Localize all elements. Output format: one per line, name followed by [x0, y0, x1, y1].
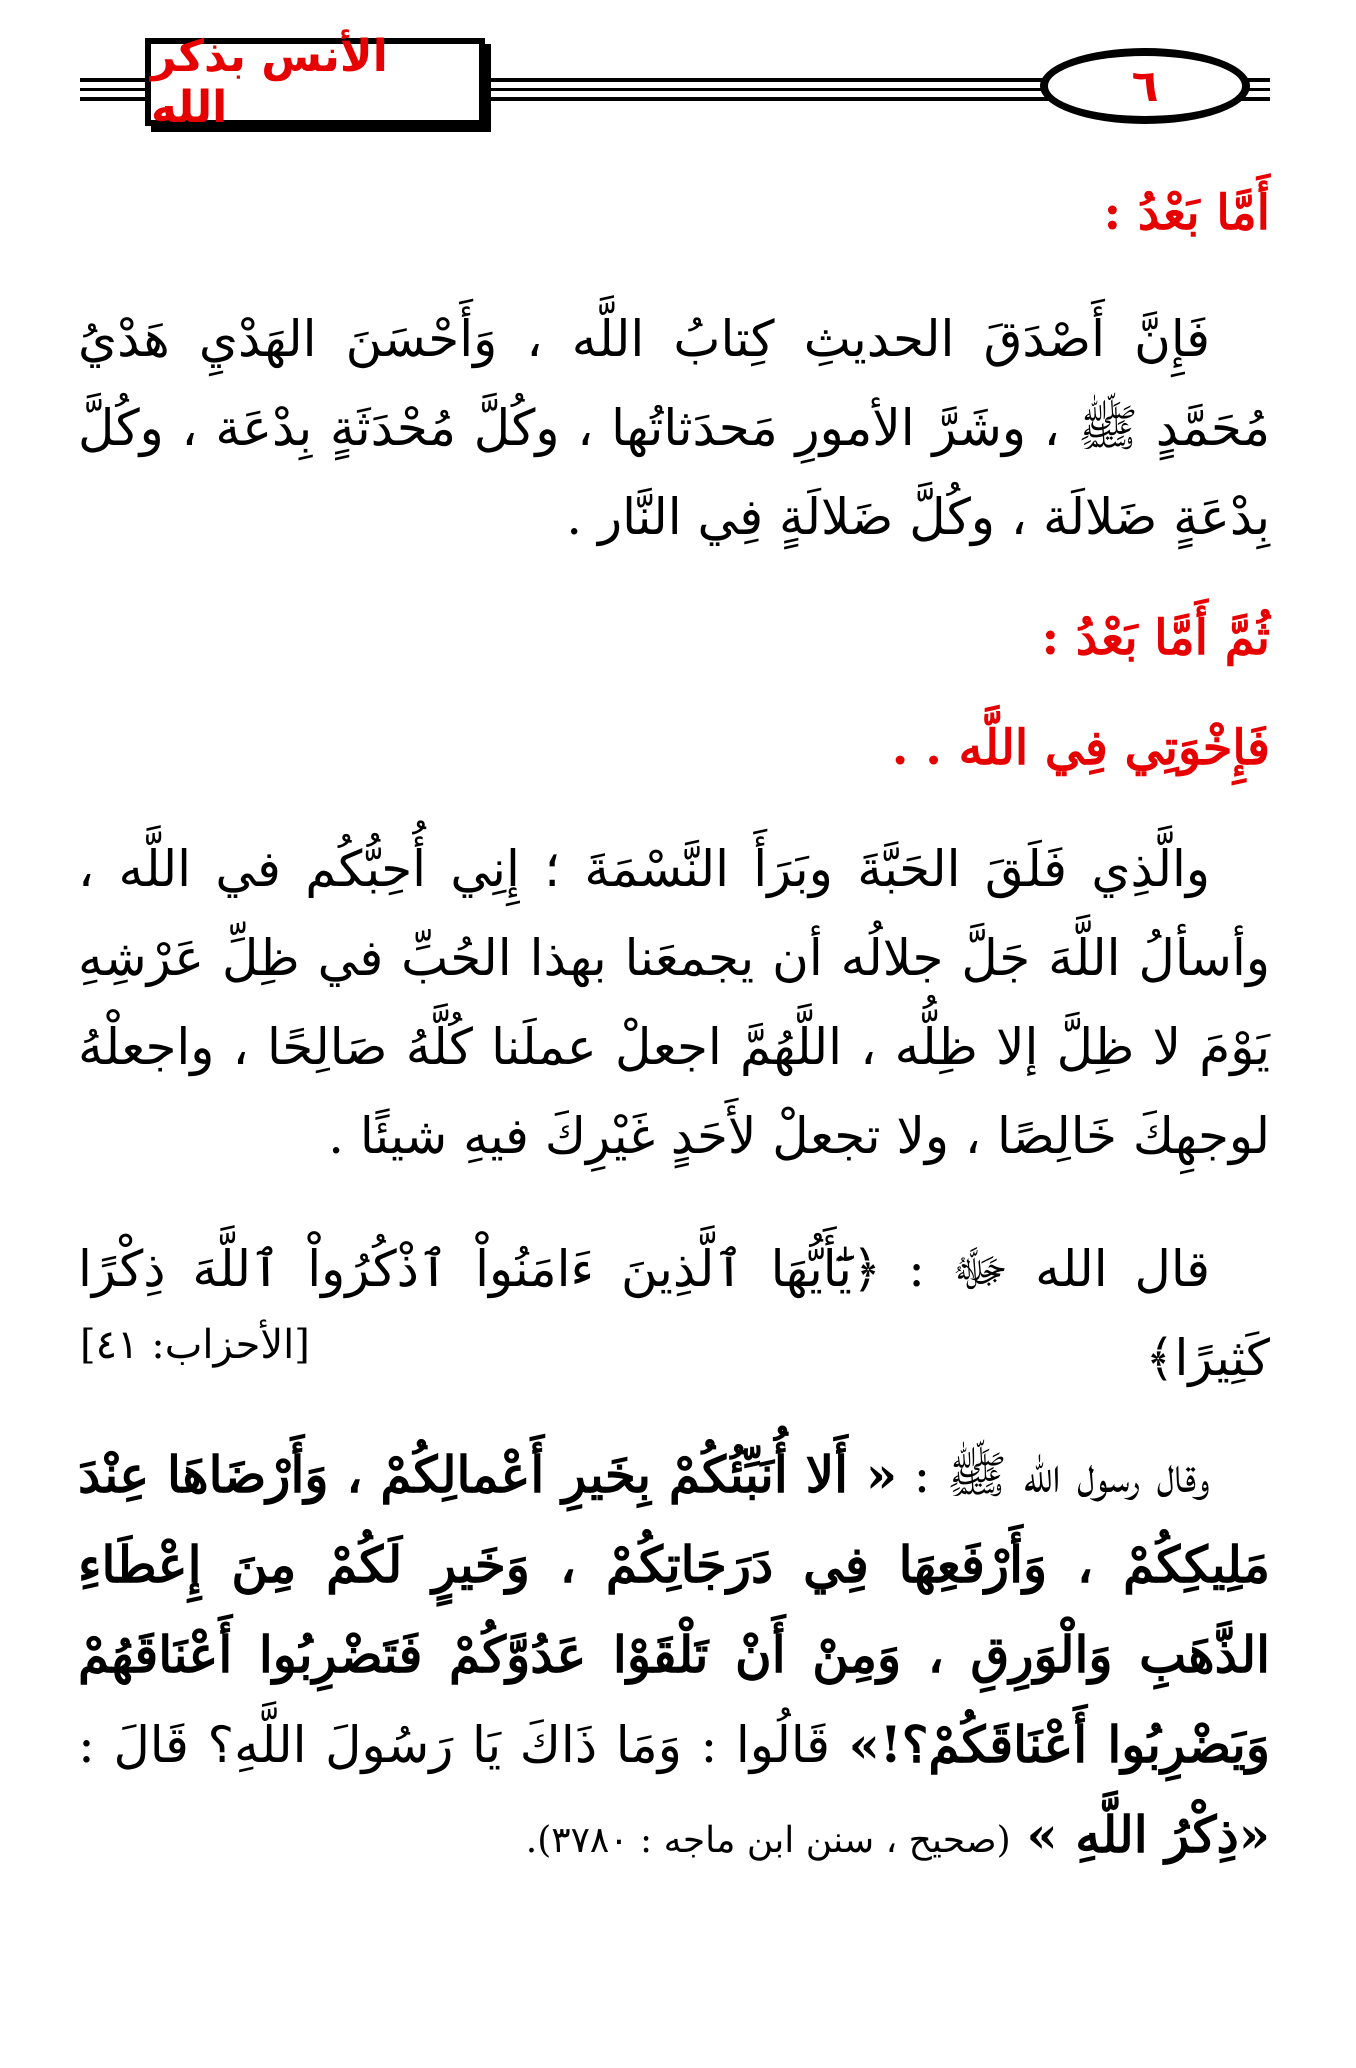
- page-number: ٦: [1131, 60, 1159, 112]
- book-title: الأنس بذكر الله: [151, 31, 388, 133]
- hadith-answer: «ذِكْرُ اللَّهِ »: [1026, 1805, 1270, 1864]
- quran-quote: [78, 1225, 1270, 1403]
- page-header: [80, 30, 1270, 140]
- quran-verse: ﴿يَٰٓأَيُّهَا ٱلَّذِينَ ءَامَنُواْ ٱذْكُرُواْ ٱللَّهَ ذِكْرًا كَثِيرًا﴾: [78, 1240, 1270, 1387]
- paragraph-love: [78, 825, 1270, 1181]
- paragraph-intro: [78, 295, 1270, 562]
- heading-amma-baad: أَمَّا بَعْدُ :: [1103, 185, 1270, 241]
- heading-thumma-amma-baad: ثُمَّ أَمَّا بَعْدُ :: [1041, 610, 1270, 666]
- heading-ikhwati: فَإِخْوَتِي فِي اللَّه . .: [891, 720, 1270, 776]
- hadith-block: [78, 1430, 1270, 1885]
- hadith-intro: وقال رسول الله ﷺ :: [913, 1446, 1210, 1504]
- hadith-question: قَالُوا : وَمَا ذَاكَ يَا رَسُولَ اللَّهِ؟ قَالَ :: [78, 1716, 831, 1774]
- paragraph-love-text: والَّذِي فَلَقَ الحَبَّةَ وبَرَأَ النَّسْمَةَ ؛ إِنِي أُحِبُّكُم في اللَّه ، وأسألُ اللَّهَ جَلَّ جلالُه أن يجمعَنا بهذا الحُبِّ في ظِلِّ عَرْشِهِ يَوْمَ لا ظِلَّ إلا ظِلُّه ، اللَّهُمَّ اجعلْ عملَنا كُلَّهُ صَالِحًا ، واجعلْهُ لوجهِكَ خَالِصًا ، ولا تجعلْ لأَحَدٍ غَيْرِكَ فيهِ شيئًا .: [78, 840, 1270, 1165]
- book-title-box: [145, 31, 485, 133]
- quran-reference: [الأحزاب: ٤١]: [80, 1322, 310, 1368]
- hadith-source: (صحيح ، سنن ابن ماجه : ٣٧٨٠).: [525, 1820, 1011, 1861]
- page-number-oval: [1040, 48, 1250, 124]
- hadith-text-bold: « أَلا أُنَبِّئُكُمْ بِخَيرِ أَعْمالِكُمْ ، وَأَرْضَاهَا عِنْدَ مَلِيكِكُمْ ، وَأَرْفَعِهَا فِي دَرَجَاتِكُمْ ، وَخَيرٍ لَكُمْ مِنَ إِعْطَاءِ الذَّهَبِ وَالْوَرِقِ ، وَمِنْ أَنْ تَلْقَوْا عَدُوَّكُمْ فَتَضْرِبُوا أَعْنَاقَهُمْ وَيَضْرِبُوا أَعْنَاقَكُمْ؟!»: [78, 1445, 1270, 1774]
- paragraph-intro-text: فَإِنَّ أَصْدَقَ الحديثِ كِتابُ اللَّه ، وَأَحْسَنَ الهَدْيِ هَدْيُ مُحَمَّدٍ ﷺ ، وشَرَّ الأمورِ مَحدَثاتُها ، وكُلَّ مُحْدَثَةٍ بِدْعَة ، وكُلَّ بِدْعَةٍ ضَلالَة ، وكُلَّ ضَلالَةٍ فِي النَّار .: [78, 310, 1270, 546]
- quran-intro: قال الله ﷻ :: [908, 1240, 1211, 1298]
